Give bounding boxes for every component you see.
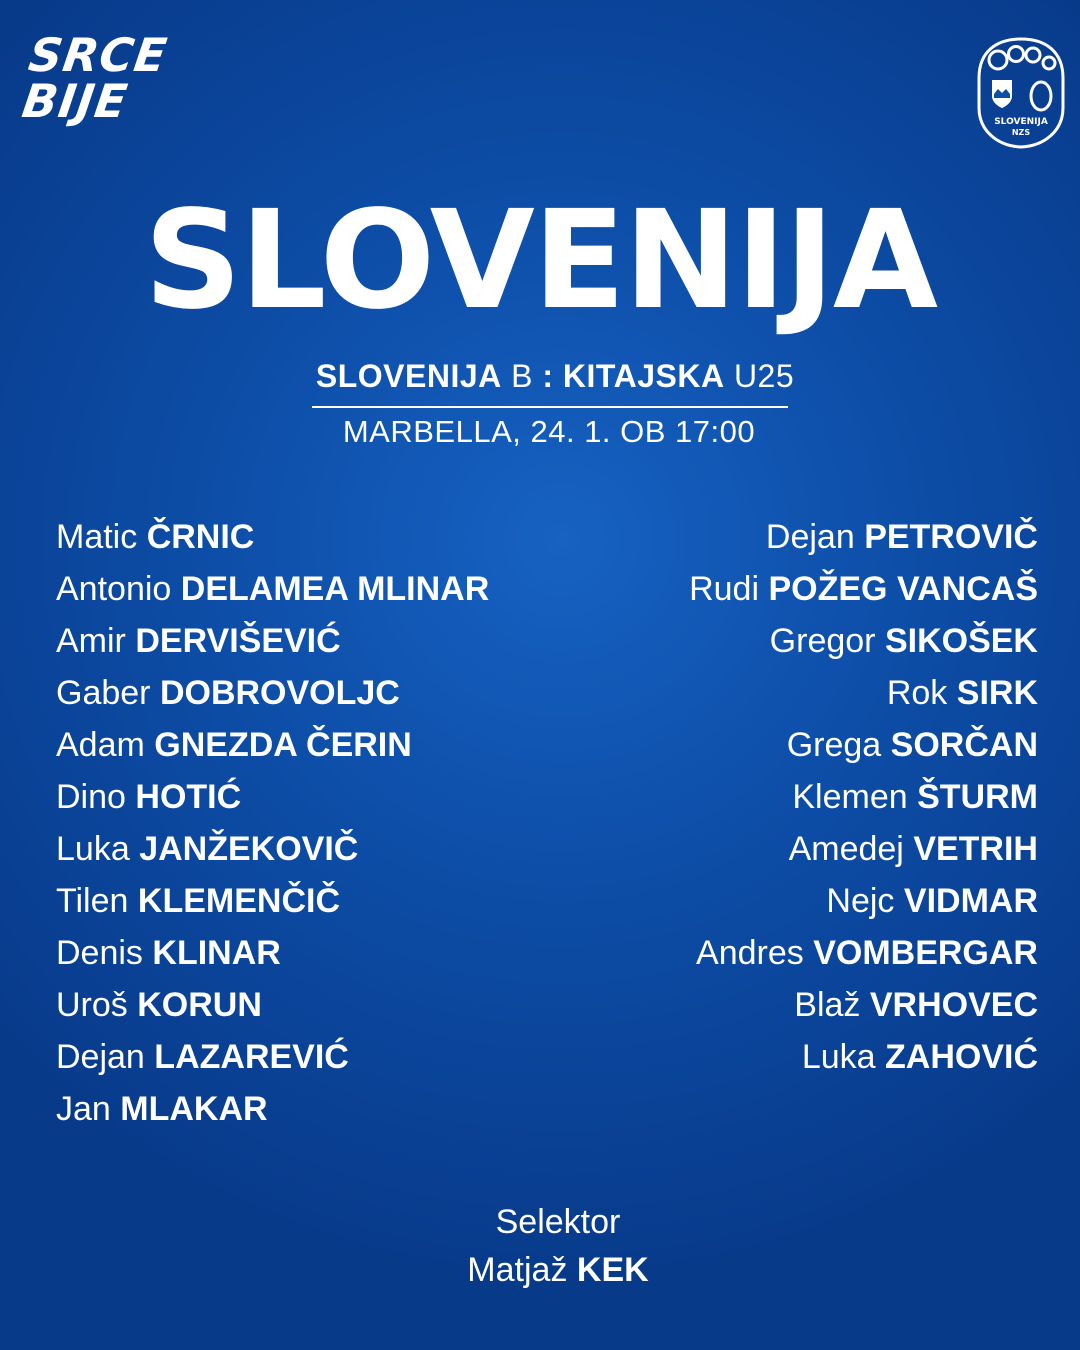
player-row xyxy=(689,615,1038,667)
player-last-name: HOTIĆ xyxy=(135,778,242,816)
away-team: KITAJSKA xyxy=(562,358,725,394)
player-row xyxy=(689,823,1038,875)
player-row xyxy=(56,511,489,563)
player-first-name: Klemen xyxy=(792,778,908,816)
player-row xyxy=(689,719,1038,771)
nzs-crest-logo xyxy=(976,36,1066,150)
player-row xyxy=(56,1083,489,1135)
player-last-name: DOBROVOLJC xyxy=(159,674,400,712)
coach-first-name: Matjaž xyxy=(467,1251,568,1289)
player-last-name: ZAHOVIĆ xyxy=(885,1038,1038,1076)
player-first-name: Amir xyxy=(56,622,126,660)
player-first-name: Gaber xyxy=(56,674,151,712)
player-last-name: KLEMENČIČ xyxy=(137,882,340,920)
coach-name xyxy=(0,1246,1080,1294)
player-last-name: VOMBERGAR xyxy=(813,934,1038,972)
logo-text-nzs: NZS xyxy=(1011,128,1031,137)
player-last-name: GNEZDA ČERIN xyxy=(154,726,412,764)
player-row xyxy=(689,979,1038,1031)
player-first-name: Amedej xyxy=(788,830,904,868)
player-row xyxy=(689,1031,1038,1083)
player-row xyxy=(689,875,1038,927)
away-suffix: U25 xyxy=(733,358,795,394)
player-first-name: Luka xyxy=(56,830,130,868)
player-first-name: Grega xyxy=(786,726,882,764)
player-row xyxy=(56,823,489,875)
logo-text-slovenija: SLOVENIJA xyxy=(994,117,1048,127)
player-first-name: Jan xyxy=(56,1090,111,1128)
player-row xyxy=(689,771,1038,823)
coach-last-name: KEK xyxy=(576,1251,649,1289)
player-row xyxy=(56,979,489,1031)
player-row xyxy=(56,719,489,771)
player-first-name: Tilen xyxy=(56,882,129,920)
page-title: SLOVENIJA xyxy=(143,182,937,340)
player-first-name: Uroš xyxy=(56,986,128,1024)
player-row xyxy=(689,563,1038,615)
player-last-name: VIDMAR xyxy=(903,882,1038,920)
player-first-name: Denis xyxy=(56,934,143,972)
player-last-name: KLINAR xyxy=(152,934,281,972)
player-last-name: POŽEG VANCAŠ xyxy=(768,570,1038,608)
player-row xyxy=(689,927,1038,979)
player-last-name: SIRK xyxy=(956,674,1038,712)
player-last-name: PETROVIČ xyxy=(864,518,1038,556)
slogan-line-1: SRCE xyxy=(25,28,171,82)
slogan xyxy=(18,28,171,128)
player-row xyxy=(56,615,489,667)
home-team: SLOVENIJA xyxy=(315,358,502,394)
player-last-name: DELAMEA MLINAR xyxy=(180,570,490,608)
player-last-name: KORUN xyxy=(137,986,262,1024)
player-first-name: Dejan xyxy=(56,1038,145,1076)
player-row xyxy=(689,667,1038,719)
venue-date: MARBELLA, 24. 1. OB 17:00 xyxy=(342,414,756,449)
player-first-name: Rok xyxy=(886,674,948,712)
player-row xyxy=(56,927,489,979)
coach-block xyxy=(0,1198,1080,1294)
player-first-name: Adam xyxy=(56,726,145,764)
player-row xyxy=(56,667,489,719)
match-line xyxy=(0,354,1080,398)
coach-role: Selektor xyxy=(495,1203,621,1241)
player-last-name: JANŽEKOVIČ xyxy=(139,830,359,868)
player-first-name: Andres xyxy=(696,934,804,972)
player-row xyxy=(689,511,1038,563)
player-last-name: LAZAREVIĆ xyxy=(154,1038,349,1076)
match-separator: : xyxy=(542,358,554,394)
player-last-name: VETRIH xyxy=(913,830,1038,868)
player-last-name: SIKOŠEK xyxy=(884,622,1038,660)
home-suffix: B xyxy=(511,358,533,394)
player-row xyxy=(56,771,489,823)
player-first-name: Blaž xyxy=(794,986,861,1024)
player-last-name: VRHOVEC xyxy=(869,986,1038,1024)
player-first-name: Antonio xyxy=(56,570,172,608)
player-first-name: Gregor xyxy=(769,622,876,660)
player-first-name: Dejan xyxy=(765,518,855,556)
player-last-name: MLAKAR xyxy=(120,1090,268,1128)
player-first-name: Luka xyxy=(801,1038,876,1076)
player-row xyxy=(56,1031,489,1083)
players-left-column xyxy=(56,511,489,1135)
player-first-name: Nejc xyxy=(826,882,895,920)
player-row xyxy=(56,875,489,927)
players-right-column xyxy=(689,511,1038,1083)
player-last-name: SORČAN xyxy=(890,726,1038,764)
divider xyxy=(312,406,788,408)
slogan-line-2: BIJE xyxy=(18,74,132,128)
player-last-name: ČRNIC xyxy=(146,518,255,556)
player-last-name: DERVIŠEVIĆ xyxy=(135,622,341,660)
player-first-name: Rudi xyxy=(689,570,760,608)
player-first-name: Matic xyxy=(56,518,138,556)
player-last-name: ŠTURM xyxy=(917,778,1038,816)
player-row xyxy=(56,563,489,615)
player-first-name: Dino xyxy=(56,778,126,816)
